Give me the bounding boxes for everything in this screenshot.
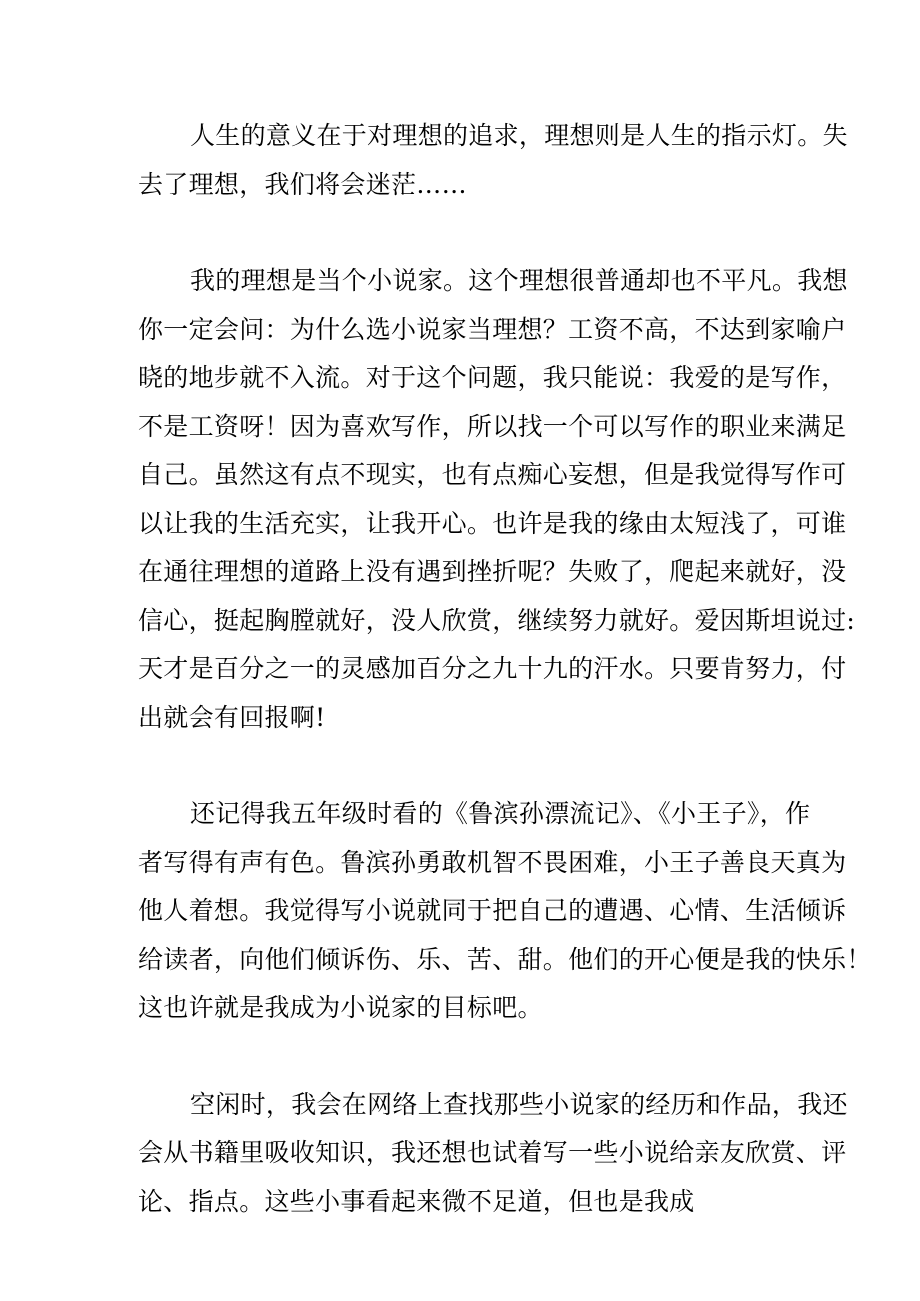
paragraph-line: 者写得有声有色。鲁滨孙勇敢机智不畏困难，小王子善良天真为 <box>138 847 847 877</box>
paragraph-line: 出就会有回报啊! <box>138 702 326 732</box>
paragraph-line: 给读者，向他们倾诉伤、乐、苦、甜。他们的开心便是我的快乐！ <box>138 944 872 974</box>
paragraph-3 <box>138 790 872 1033</box>
paragraph-line: 我的理想是当个小说家。这个理想很普通却也不平凡。我想 <box>190 266 848 295</box>
paragraph-line: 自己。虽然这有点不现实，也有点痴心妄想，但是我觉得写作可 <box>138 460 847 489</box>
paragraph-1 <box>138 112 848 209</box>
paragraph-line: 晓的地步就不入流。对于这个问题，我只能说：我爱的是写作， <box>138 363 847 392</box>
paragraph-line: 去了理想，我们将会迷茫…… <box>138 169 467 199</box>
paragraph-line: 不是工资呀！因为喜欢写作，所以找一个可以写作的职业来满足 <box>138 411 847 441</box>
paragraph-line: 以让我的生活充实，让我开心。也许是我的缘由太短浅了，可谁 <box>138 508 847 538</box>
paragraph-line: 你一定会问：为什么选小说家当理想？工资不高，不达到家喻户 <box>138 314 847 344</box>
paragraph-line: 人生的意义在于对理想的追求，理想则是人生的指示灯。失 <box>190 121 848 150</box>
paragraph-line: 他人着想。我觉得写小说就同于把自己的遭遇、心情、生活倾诉 <box>138 896 847 925</box>
paragraph-line: 还记得我五年级时看的《鲁滨孙漂流记》、《小王子》，作 <box>190 799 811 828</box>
paragraph-line: 这也许就是我成为小说家的目标吧。 <box>138 993 543 1022</box>
paragraph-line: 信心，挺起胸膛就好，没人欣赏，继续努力就好。爱因斯坦说过: <box>138 605 856 635</box>
document-page <box>138 112 872 1274</box>
paragraph-2 <box>138 257 856 742</box>
paragraph-line: 空闲时，我会在网络上查找那些小说家的经历和作品，我还 <box>190 1089 848 1119</box>
paragraph-line: 会从书籍里吸收知识，我还想也试着写一些小说给亲友欣赏、评 <box>138 1138 847 1167</box>
paragraph-line: 论、指点。这些小事看起来微不足道，但也是我成 <box>138 1186 695 1216</box>
paragraph-line: 天才是百分之一的灵感加百分之九十九的汗水。只要肯努力，付 <box>138 654 847 683</box>
paragraph-line: 在通往理想的道路上没有遇到挫折呢？失败了，爬起来就好，没 <box>138 557 847 586</box>
paragraph-4 <box>138 1081 848 1227</box>
